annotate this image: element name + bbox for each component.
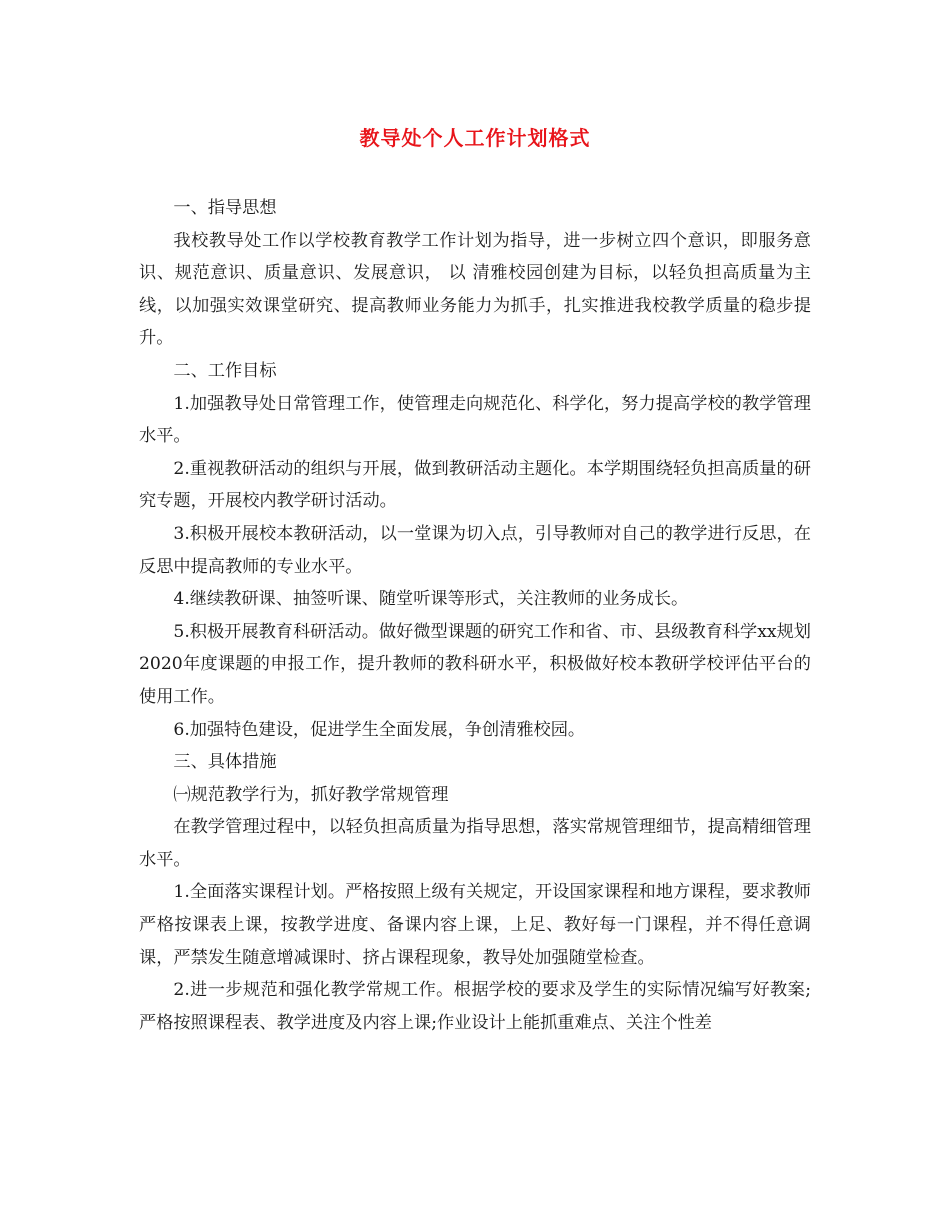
section-heading: 三、具体措施 [173,752,277,773]
list-item: 1.全面落实课程计划。严格按照上级有关规定，开设国家课程和地方课程，要求教师严格按课表上课，按教学进度、备课内容上课，上足、教好每一门课程，并不得任意调课，严禁发生随意增减课时、挤占课程现象，教导处加强随堂检查。 [139,882,811,968]
list-item: 1.加强教导处日常管理工作，使管理走向规范化、科学化，努力提高学校的教学管理水平。 [139,393,811,447]
list-item: 4.继续教研课、抽签听课、随堂听课等形式，关注教师的业务成长。 [173,589,689,610]
subsection-heading: ㈠规范教学行为，抓好教学常规管理 [173,784,449,805]
paragraph: 我校教导处工作以学校教育教学工作计划为指导，进一步树立四个意识，即服务意识、规范意识、质量意识、发展意识， 以 清雅校园创建为目标，以轻负担高质量为主线，以加强实效课堂研究、提高教师业务能力为抓手，扎实推进我校教学质量的稳步提升。 [139,230,811,349]
list-item: 3.积极开展校本教研活动，以一堂课为切入点，引导教师对自己的教学进行反思，在反思中提高教师的专业水平。 [139,523,811,577]
list-item: 6.加强特色建设，促进学生全面发展，争创清雅校园。 [173,719,586,740]
section-heading: 一、指导思想 [173,198,277,218]
list-item: 5.积极开展教育科研活动。做好微型课题的研究工作和省、市、县级教育科学xx规划2020年度课题的申报工作，提升教师的教科研水平，积极做好校本教研学校评估平台的使用工作。 [139,621,811,707]
document-body [139,192,811,1039]
list-item: 2.重视教研活动的组织与开展，做到教研活动主题化。本学期围绕轻负担高质量的研究专题，开展校内教学研讨活动。 [139,458,811,512]
list-item: 2.进一步规范和强化教学常规工作。根据学校的要求及学生的实际情况编写好教案;严格按照课程表、教学进度及内容上课;作业设计上能抓重难点、关注个性差 [139,980,811,1033]
section-heading: 二、工作目标 [173,360,277,381]
paragraph: 在教学管理过程中，以轻负担高质量为指导思想，落实常规管理细节，提高精细管理水平。 [139,817,811,870]
document-title: 教导处个人工作计划格式 [359,126,591,150]
